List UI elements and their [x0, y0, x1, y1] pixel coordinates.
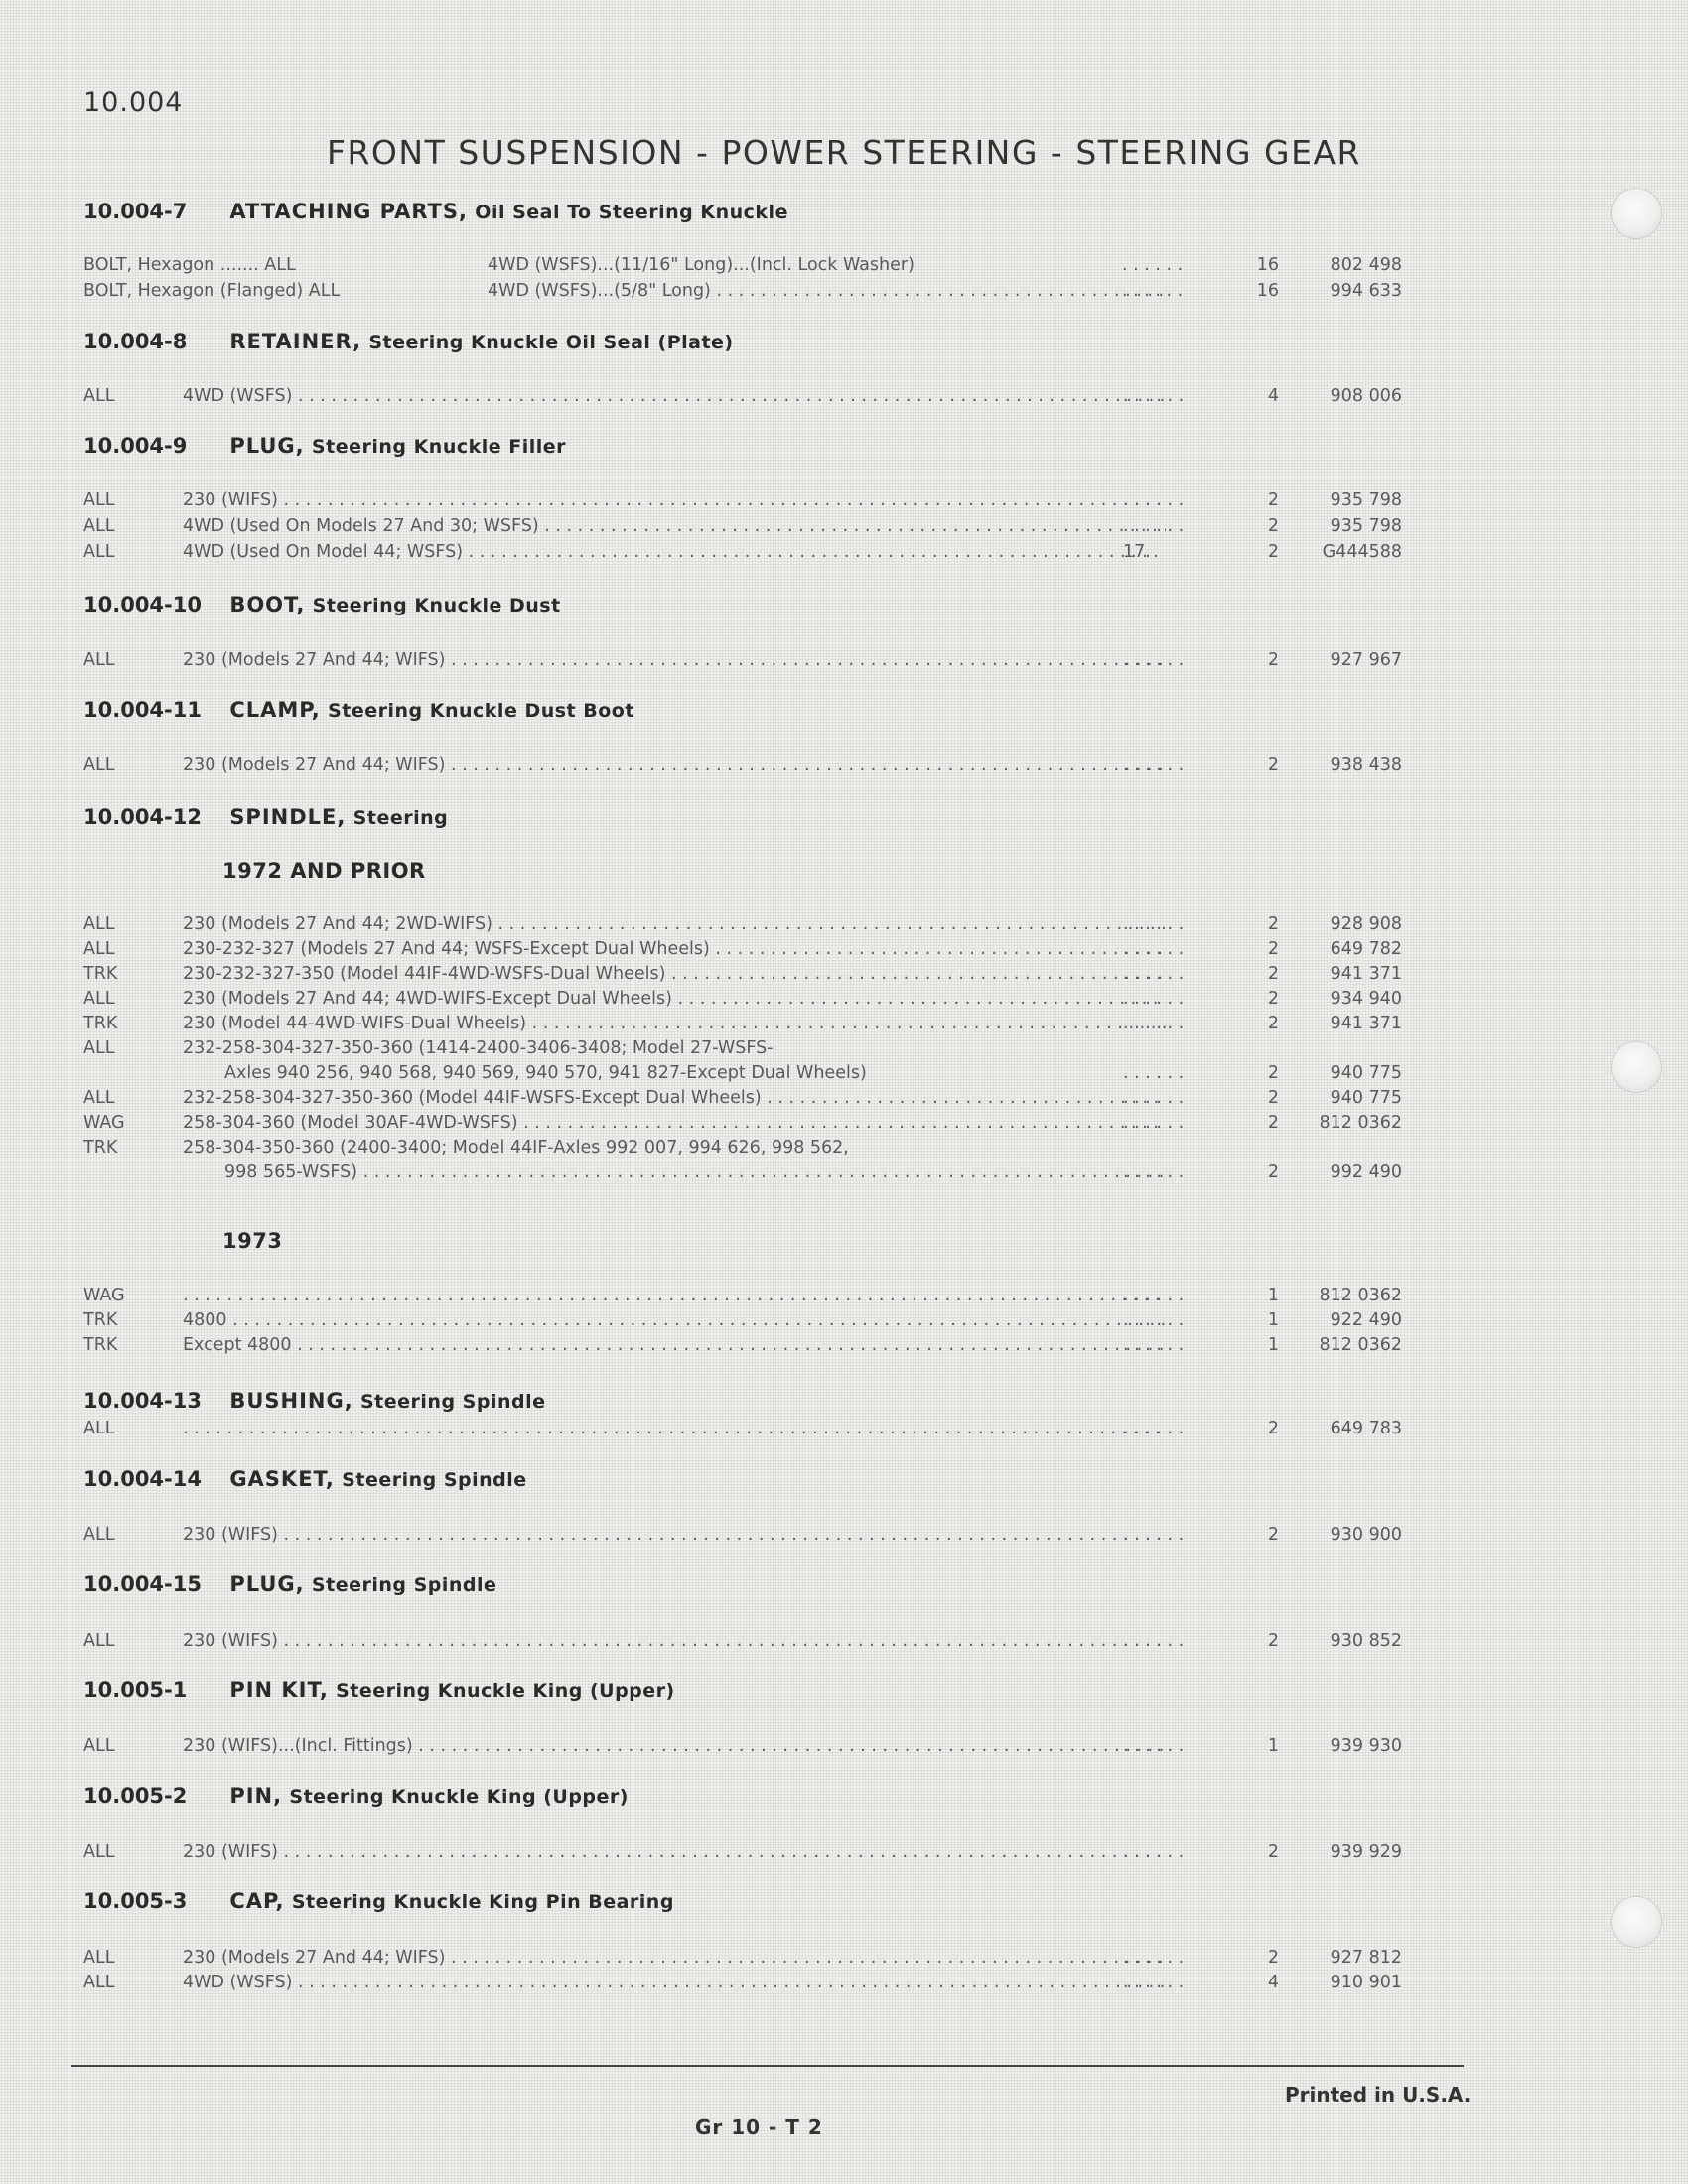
row-qty: 2 — [1267, 650, 1279, 670]
row-part-number: 941 371 — [1330, 964, 1402, 984]
section-code: 10.004-10 — [83, 593, 202, 616]
section-heading — [83, 200, 788, 223]
row-dots: . . . . . . — [1122, 255, 1184, 275]
section-desc: Steering Knuckle Oil Seal (Plate) — [368, 332, 734, 353]
row-desc: Axles 940 256, 940 568, 940 569, 940 570, 941 827-Except Dual Wheels) — [224, 1063, 867, 1083]
part-row — [83, 281, 1404, 307]
row-desc: 230 (Models 27 And 44; 2WD-WIFS) . . . — [183, 914, 1166, 934]
section-heading — [83, 1678, 675, 1702]
section-heading — [83, 698, 634, 722]
section-desc: Steering Knuckle Dust — [312, 595, 561, 616]
part-row — [83, 989, 1404, 1015]
row-desc — [183, 1419, 1166, 1438]
row-part-number: 910 901 — [1330, 1973, 1402, 1992]
row-dots: . . . . . . — [1123, 490, 1185, 510]
section-part: BUSHING, — [229, 1389, 353, 1413]
row-desc: 230 (WIFS)...(Incl. Fittings) . . . — [183, 1736, 1166, 1756]
row-desc: 230 (Models 27 And 44; WIFS) . . . — [183, 650, 1166, 670]
row-desc: 232-258-304-327-350-360 (Model 44IF-WSFS-Except Dual Wheels) . . . — [183, 1088, 1166, 1108]
row-qty: 2 — [1267, 1088, 1279, 1108]
row-desc: 998 565-WSFS) . . . — [224, 1162, 1166, 1182]
row-desc: 4WD (WSFS) . . . — [183, 386, 1166, 406]
part-row — [83, 1138, 1404, 1163]
section-desc: Steering Knuckle King (Upper) — [336, 1680, 675, 1702]
section-desc: Steering — [352, 807, 449, 829]
part-row — [83, 255, 1404, 281]
section-code: 10.004-15 — [83, 1572, 202, 1596]
part-row — [83, 1286, 1404, 1311]
row-dots: . . . . . . — [1123, 650, 1185, 670]
part-row — [83, 1419, 1404, 1444]
row-part-number: 941 371 — [1330, 1014, 1402, 1033]
part-row — [83, 650, 1404, 676]
part-row — [83, 1843, 1404, 1868]
section-part: PIN, — [229, 1784, 283, 1808]
section-desc: Steering Knuckle Dust Boot — [328, 700, 634, 722]
row-part-number: 930 852 — [1330, 1631, 1402, 1651]
section-code: 10.004-11 — [83, 698, 202, 722]
row-dots: . . . . . . — [1123, 755, 1185, 775]
row-desc: 230 (WIFS) . . . — [183, 490, 1166, 510]
row-part-number: 930 900 — [1330, 1525, 1402, 1545]
section-heading — [83, 1467, 527, 1491]
section-code: 10.005-2 — [83, 1784, 188, 1808]
row-desc: 258-304-360 (Model 30AF-4WD-WSFS) . . . — [183, 1113, 1166, 1133]
section-desc: Steering Spindle — [342, 1469, 527, 1491]
row-qty: 2 — [1267, 1162, 1279, 1182]
row-desc: 4WD (Used On Models 27 And 30; WSFS) . . . — [183, 516, 1166, 536]
section-part: PIN KIT, — [229, 1678, 329, 1702]
footer-printed-note: Printed in U.S.A. — [1285, 2083, 1472, 2107]
row-model: ALL — [83, 1843, 115, 1862]
row-part-number: 934 940 — [1330, 989, 1402, 1009]
part-row — [83, 1063, 1404, 1089]
row-qty: 2 — [1267, 1525, 1279, 1545]
part-row — [83, 939, 1404, 965]
page-number: 10.004 — [83, 87, 184, 118]
row-qty: 1 — [1267, 1736, 1279, 1756]
subheading-1973: 1973 — [222, 1229, 283, 1253]
row-part-number: 812 0362 — [1319, 1286, 1402, 1305]
row-part-number: 922 490 — [1330, 1310, 1402, 1330]
row-qty: 2 — [1267, 939, 1279, 959]
row-dots: . . . . . . — [1123, 1631, 1185, 1651]
row-part-number: 994 633 — [1330, 281, 1402, 301]
section-part: CLAMP, — [229, 698, 321, 722]
row-dots: . . . . . . — [1123, 1419, 1185, 1438]
row-model: ALL — [83, 1631, 115, 1651]
part-row — [83, 1014, 1404, 1039]
row-dots: . . . . . . — [1123, 1063, 1185, 1083]
row-dots: . . . . . . — [1123, 1286, 1185, 1305]
row-model: WAG — [83, 1113, 125, 1133]
binder-hole — [1611, 1041, 1662, 1093]
row-qty: 2 — [1267, 755, 1279, 775]
page-title: FRONT SUSPENSION - POWER STEERING - STEERING GEAR — [327, 133, 1361, 172]
row-dots: . . . . . . — [1123, 989, 1185, 1009]
row-qty: 2 — [1267, 914, 1279, 934]
row-dots: . . . . . . — [1123, 1736, 1185, 1756]
section-desc: Steering Spindle — [360, 1391, 546, 1413]
row-desc: 230 (Models 27 And 44; WIFS) . . . — [183, 1948, 1166, 1968]
row-qty: 16 — [1256, 281, 1279, 301]
row-model: ALL — [83, 1419, 115, 1438]
row-desc: 258-304-350-360 (2400-3400; Model 44IF-Axles 992 007, 994 626, 998 562, — [183, 1138, 849, 1158]
section-part: PLUG, — [229, 434, 305, 458]
section-part: BOOT, — [229, 593, 306, 616]
row-part-number: 935 798 — [1330, 490, 1402, 510]
row-qty: 2 — [1267, 542, 1279, 562]
row-part-number: 940 775 — [1330, 1088, 1402, 1108]
section-heading — [83, 1889, 674, 1913]
row-model: ALL — [83, 1973, 115, 1992]
row-model: TRK — [83, 1310, 118, 1330]
row-model: ALL — [83, 1038, 115, 1058]
part-row — [83, 1948, 1404, 1974]
row-qty: 1 — [1267, 1335, 1279, 1355]
row-part-number: 927 812 — [1330, 1948, 1402, 1968]
subheading-1972-and-prior: 1972 AND PRIOR — [222, 859, 426, 883]
row-qty: 2 — [1267, 1631, 1279, 1651]
row-part-number: 927 967 — [1330, 650, 1402, 670]
row-desc: 4800 . . . — [183, 1310, 1166, 1330]
part-row — [83, 490, 1404, 516]
row-model: BOLT, Hexagon ....... ALL — [83, 255, 296, 275]
row-qty: 2 — [1267, 516, 1279, 536]
row-model: ALL — [83, 989, 115, 1009]
row-qty: 2 — [1267, 1948, 1279, 1968]
binder-hole — [1611, 188, 1662, 239]
section-part: PLUG, — [229, 1572, 305, 1596]
part-row — [83, 755, 1404, 781]
row-dots: . . . . . . — [1123, 1335, 1185, 1355]
row-model: ALL — [83, 490, 115, 510]
row-desc: 4WD (Used On Model 44; WSFS) . . . — [183, 542, 1166, 562]
section-desc: Steering Spindle — [311, 1574, 497, 1596]
part-row — [83, 1973, 1404, 1998]
row-model: ALL — [83, 1736, 115, 1756]
row-qty: 4 — [1267, 1973, 1279, 1992]
section-code: 10.005-1 — [83, 1678, 188, 1702]
row-desc: 4WD (WSFS)...(11/16" Long)...(Incl. Lock Washer) — [488, 255, 914, 275]
row-qty: 2 — [1267, 1419, 1279, 1438]
row-model: TRK — [83, 964, 118, 984]
row-part-number: 939 929 — [1330, 1843, 1402, 1862]
row-dots: . . . . . . — [1123, 1843, 1185, 1862]
part-row — [83, 914, 1404, 940]
row-model: TRK — [83, 1335, 118, 1355]
row-model: ALL — [83, 755, 115, 775]
part-row — [83, 542, 1404, 568]
section-heading — [83, 1389, 546, 1413]
part-row — [83, 1631, 1404, 1657]
row-dots: . . . . . . — [1123, 914, 1185, 934]
row-qty: 2 — [1267, 1063, 1279, 1083]
row-model: BOLT, Hexagon (Flanged) ALL — [83, 281, 341, 301]
row-part-number: 908 006 — [1330, 386, 1402, 406]
row-part-number: 812 0362 — [1319, 1335, 1402, 1355]
row-model: TRK — [83, 1138, 118, 1158]
row-desc — [183, 1286, 1166, 1305]
row-part-number: 938 438 — [1330, 755, 1402, 775]
row-desc: 4WD (WSFS) . . . — [183, 1973, 1166, 1992]
row-part-number: 935 798 — [1330, 516, 1402, 536]
footer-group-label: Gr 10 - T 2 — [695, 2116, 823, 2139]
section-heading — [83, 593, 561, 616]
section-desc: Steering Knuckle King (Upper) — [289, 1786, 629, 1808]
row-model: ALL — [83, 1948, 115, 1968]
section-code: 10.005-3 — [83, 1889, 188, 1913]
row-part-number: 649 782 — [1330, 939, 1402, 959]
row-part-number: 812 0362 — [1319, 1113, 1402, 1133]
section-heading — [83, 1784, 629, 1808]
row-qty: 1 — [1267, 1286, 1279, 1305]
row-dots: . . . . . . — [1123, 1310, 1185, 1330]
section-heading — [83, 1572, 496, 1596]
row-part-number: 802 498 — [1330, 255, 1402, 275]
row-part-number: 940 775 — [1330, 1063, 1402, 1083]
row-model: ALL — [83, 1088, 115, 1108]
row-qty: 2 — [1267, 490, 1279, 510]
section-heading — [83, 330, 734, 353]
section-desc: Steering Knuckle King Pin Bearing — [291, 1891, 674, 1913]
row-desc: 230 (Model 44-4WD-WIFS-Dual Wheels) . . . — [183, 1014, 1166, 1033]
row-part-number: 649 783 — [1330, 1419, 1402, 1438]
row-desc: 230 (Models 27 And 44; 4WD-WIFS-Except Dual Wheels) . . . — [183, 989, 1166, 1009]
row-desc: 230 (Models 27 And 44; WIFS) . . . — [183, 755, 1166, 775]
row-desc: 230 (WIFS) . . . — [183, 1525, 1166, 1545]
section-code: 10.004-13 — [83, 1389, 202, 1413]
row-model: ALL — [83, 914, 115, 934]
part-row — [83, 1038, 1404, 1064]
section-part: ATTACHING PARTS, — [229, 200, 468, 223]
row-dots: . . . . . . — [1123, 516, 1185, 536]
section-code: 10.004-7 — [83, 200, 188, 223]
part-row — [83, 1088, 1404, 1114]
row-desc: 232-258-304-327-350-360 (1414-2400-3406-3408; Model 27-WSFS- — [183, 1038, 774, 1058]
row-dots: . . . . . . — [1123, 1948, 1185, 1968]
row-desc: 230-232-327-350 (Model 44IF-4WD-WSFS-Dual Wheels) . . . — [183, 964, 1166, 984]
part-row — [83, 1335, 1404, 1361]
row-model: ALL — [83, 542, 115, 562]
part-row — [83, 1310, 1404, 1336]
row-desc: 230-232-327 (Models 27 And 44; WSFS-Except Dual Wheels) . . . — [183, 939, 1166, 959]
row-part-number: 928 908 — [1330, 914, 1402, 934]
row-model: TRK — [83, 1014, 118, 1033]
row-desc: 230 (WIFS) . . . — [183, 1631, 1166, 1651]
row-model: ALL — [83, 386, 115, 406]
part-row — [83, 386, 1404, 412]
part-row — [83, 964, 1404, 990]
section-part: SPINDLE, — [229, 805, 347, 829]
row-dots: . . . . . . — [1123, 1088, 1185, 1108]
part-row — [83, 1113, 1404, 1139]
row-qty: 16 — [1256, 255, 1279, 275]
row-dots: . . . . . . — [1123, 1525, 1185, 1545]
section-heading — [83, 805, 448, 829]
row-dots: . . . . . . — [1123, 386, 1185, 406]
row-dots: . . . . . . — [1123, 1973, 1185, 1992]
row-model: ALL — [83, 650, 115, 670]
row-dots: . . . . . . — [1123, 939, 1185, 959]
row-dots: . . . . . . — [1123, 1014, 1185, 1033]
row-dots: . . . . . . — [1122, 281, 1184, 301]
section-desc: Oil Seal To Steering Knuckle — [475, 202, 788, 223]
row-qty: 2 — [1267, 1843, 1279, 1862]
row-part-number: 992 490 — [1330, 1162, 1402, 1182]
row-desc: 4WD (WSFS)...(5/8" Long) . . . — [488, 281, 1166, 301]
row-qty: 4 — [1267, 386, 1279, 406]
row-dots: . . . . . . — [1123, 1162, 1185, 1182]
section-code: 10.004-8 — [83, 330, 188, 353]
section-part: GASKET, — [229, 1467, 335, 1491]
row-qty: 2 — [1267, 989, 1279, 1009]
row-part-number: G444588 — [1322, 542, 1402, 562]
row-model: ALL — [83, 516, 115, 536]
part-row — [83, 1162, 1404, 1188]
row-dots: . . . . . . — [1123, 964, 1185, 984]
row-part-number: 939 930 — [1330, 1736, 1402, 1756]
row-desc: Except 4800 . . . — [183, 1335, 1166, 1355]
section-desc: Steering Knuckle Filler — [311, 436, 567, 458]
row-qty: 1 — [1267, 1310, 1279, 1330]
row-qty: 2 — [1267, 1113, 1279, 1133]
row-model: WAG — [83, 1286, 125, 1305]
section-part: CAP, — [229, 1889, 285, 1913]
binder-hole — [1611, 1896, 1662, 1948]
part-row — [83, 516, 1404, 542]
row-desc: 230 (WIFS) . . . — [183, 1843, 1166, 1862]
footer-divider — [71, 2065, 1464, 2067]
row-model: ALL — [83, 939, 115, 959]
row-qty: 2 — [1267, 1014, 1279, 1033]
section-part: RETAINER, — [229, 330, 362, 353]
row-dots: . . . . . . — [1123, 1113, 1185, 1133]
row-model: ALL — [83, 1525, 115, 1545]
section-code: 10.004-12 — [83, 805, 202, 829]
row-qty: 2 — [1267, 964, 1279, 984]
row-illustration-ref: 17. — [1123, 542, 1151, 562]
section-heading — [83, 434, 566, 458]
part-row — [83, 1736, 1404, 1762]
section-code: 10.004-14 — [83, 1467, 202, 1491]
section-code: 10.004-9 — [83, 434, 188, 458]
part-row — [83, 1525, 1404, 1551]
